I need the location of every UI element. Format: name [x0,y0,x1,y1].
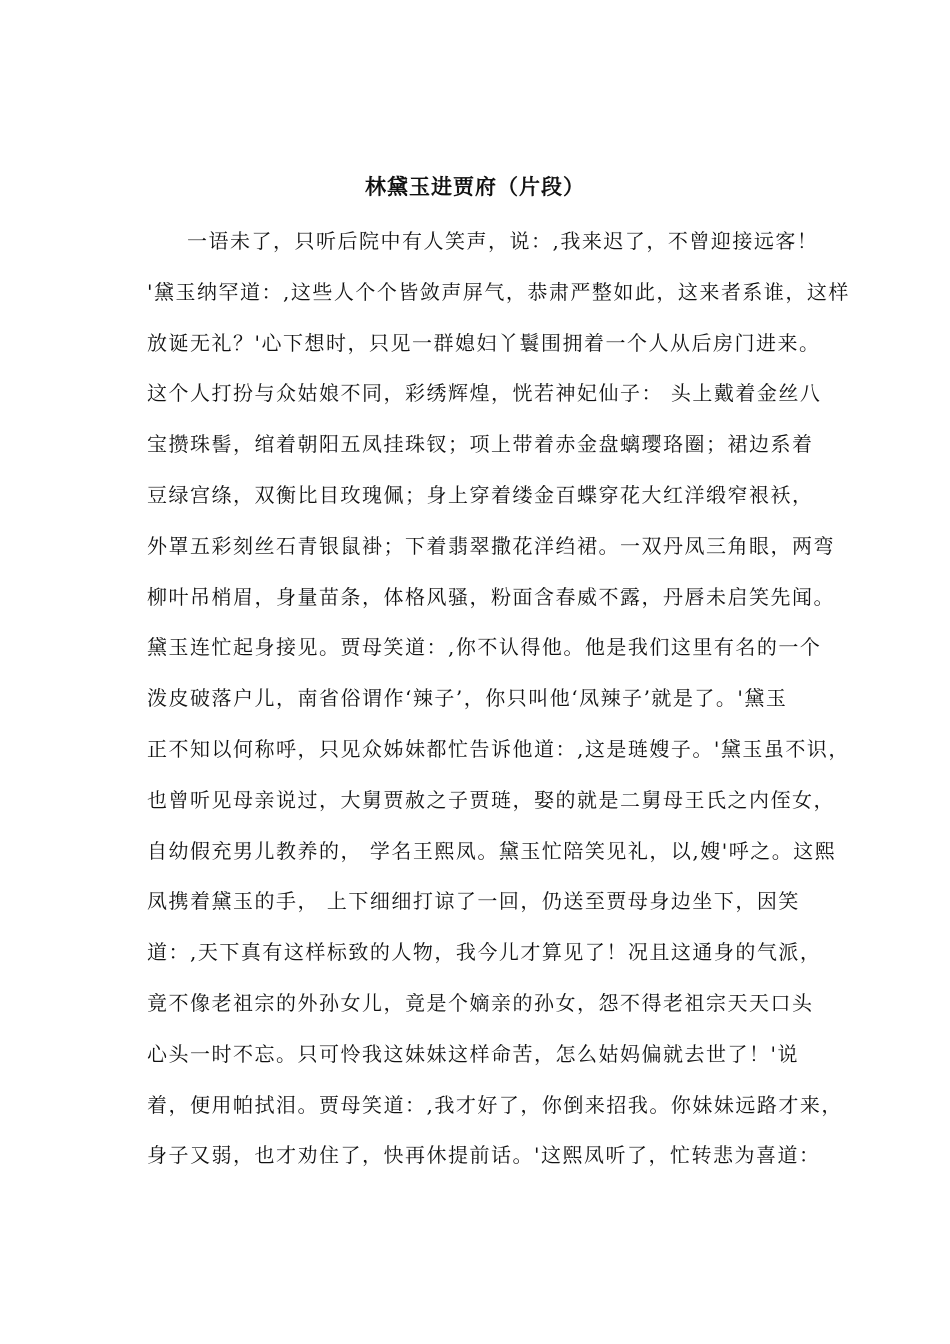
text-line: 竟不像老祖宗的外孙女儿，竟是个嫡亲的孙女，怨不得老祖宗天天口头 [147,990,814,1015]
text-line: 这个人打扮与众姑娘不同，彩绣辉煌，恍若神妃仙子： 头上戴着金丝八 [147,381,822,406]
text-line: 自幼假充男儿教养的， 学名王熙凤。黛玉忙陪笑见礼，以,嫂'呼之。这熙 [147,838,837,863]
text-line: 身子又弱，也才劝住了，快再休提前话。'这熙凤听了，忙转悲为喜道： [147,1143,821,1168]
text-line: 黛玉连忙起身接见。贾母笑道：,你不认得他。他是我们这里有名的一个 [147,635,822,660]
body-text [147,224,850,1189]
page-title: 林黛玉进贾府（片段） [365,174,585,199]
text-line: 正不知以何称呼，只见众姊妹都忙告诉他道：,这是琏嫂子。'黛玉虽不识， [147,736,850,761]
text-line: 凤携着黛玉的手， 上下细细打谅了一回，仍送至贾母身边坐下，因笑 [147,889,800,914]
text-line: 柳叶吊梢眉，身量苗条，体格风骚，粉面含春威不露，丹唇未启笑先闻。 [147,584,835,609]
text-line: 宝攒珠髻，绾着朝阳五凤挂珠钗；项上带着赤金盘螭璎珞圈；裙边系着 [147,432,814,457]
text-line: 心头一时不忘。只可怜我这妹妹这样命苦，怎么姑妈偏就去世了！'说 [147,1041,799,1066]
text-line: 道：,天下真有这样标致的人物，我今儿才算见了！况且这通身的气派， [147,940,822,965]
text-line: 也曾听见母亲说过，大舅贾赦之子贾琏，娶的就是二舅母王氏之内侄女， [147,787,835,812]
text-line: 放诞无礼？'心下想时，只见一群媳妇丫鬟围拥着一个人从后房门进来。 [147,330,821,355]
text-line: 泼皮破落户儿，南省俗谓作‘辣子’，你只叫他‘凤辣子’就是了。'黛玉 [147,686,788,711]
text-line: '黛玉纳罕道：,这些人个个皆敛声屏气，恭肃严整如此，这来者系谁，这样 [147,279,850,304]
text-line: 一语未了，只听后院中有人笑声，说：,我来迟了，不曾迎接远客！ [187,229,819,253]
text-line: 豆绿宫绦，双衡比目玫瑰佩；身上穿着缕金百蝶穿花大红洋缎窄裉袄， [147,482,814,507]
text-line: 着，便用帕拭泪。贾母笑道：,我才好了，你倒来招我。你妹妹远路才来， [147,1092,843,1117]
text-line: 外罩五彩刻丝石青银鼠褂；下着翡翠撒花洋绉裙。一双丹凤三角眼，两弯 [147,533,835,558]
